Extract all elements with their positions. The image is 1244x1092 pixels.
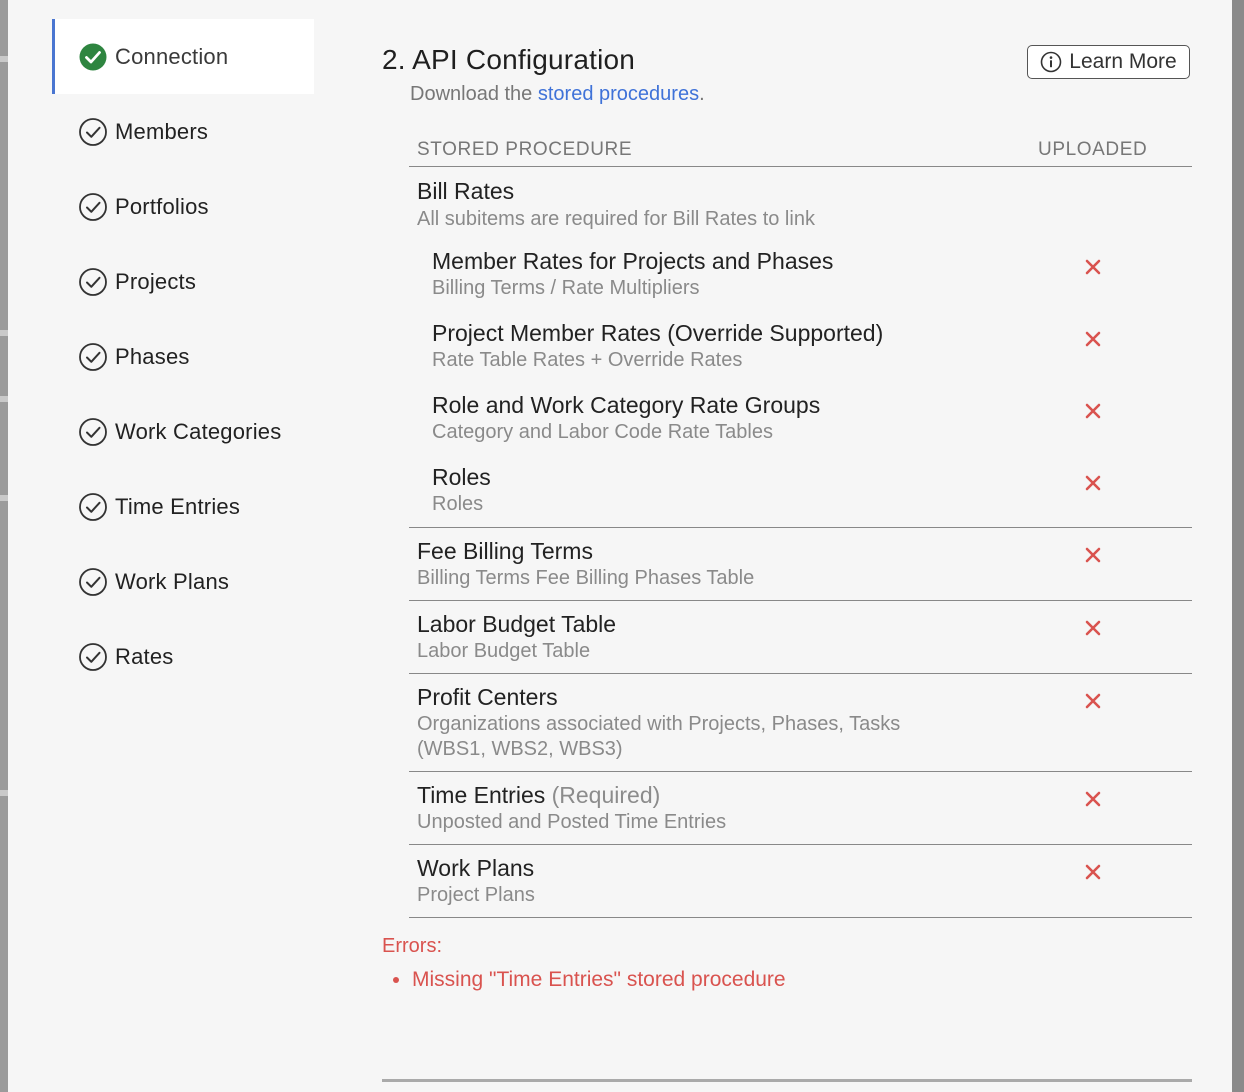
stored-procedures-link[interactable]: stored procedures [537, 83, 700, 105]
table-subrow [409, 384, 1192, 456]
sidebar-item-label: Time Entries [115, 493, 241, 519]
sidebar-item-label: Work Plans [115, 568, 230, 594]
table-row [409, 772, 1192, 845]
x-mark-icon [1084, 790, 1102, 808]
x-mark-icon [1084, 619, 1102, 637]
error-item: • Missing "Time Entries" stored procedure [412, 968, 786, 992]
procedure-name: Work Plans [417, 855, 535, 881]
procedure-desc: Labor Budget Table [417, 640, 591, 662]
sidebar-item-time-entries[interactable] [52, 469, 314, 544]
table-row [409, 601, 1192, 674]
sidebar-item-phases[interactable] [52, 319, 314, 394]
x-mark-icon [1084, 546, 1102, 564]
procedure-desc: Organizations associated with Projects, Phases, Tasks (WBS1, WBS2, WBS3) [417, 713, 901, 760]
procedure-name [417, 782, 660, 809]
sidebar-item-projects[interactable] [52, 244, 314, 319]
procedure-desc: Billing Terms Fee Billing Phases Table [417, 567, 755, 589]
procedure-desc: Billing Terms / Rate Multipliers [432, 277, 700, 299]
steps-sidebar [52, 19, 314, 694]
learn-more-button[interactable] [1027, 45, 1190, 79]
procedure-name: Labor Budget Table [417, 611, 617, 637]
procedure-desc: Roles [432, 493, 484, 515]
subtitle-text: Download the [410, 83, 538, 105]
x-mark-icon [1084, 258, 1102, 276]
check-circle-outline-icon [78, 642, 108, 672]
x-mark-icon [1084, 692, 1102, 710]
sidebar-item-label: Portfolios [115, 193, 209, 219]
procedure-name: Fee Billing Terms [417, 538, 593, 564]
modal-right-edge [1232, 0, 1238, 1092]
procedure-desc: Category and Labor Code Rate Tables [432, 421, 773, 443]
check-circle-outline-icon [78, 492, 108, 522]
sidebar-item-label: Phases [115, 343, 190, 369]
procedure-name: Profit Centers [417, 684, 558, 710]
column-header-uploaded: UPLOADED [1038, 139, 1148, 160]
x-mark-icon [1084, 474, 1102, 492]
column-header-procedure: STORED PROCEDURE [417, 139, 633, 160]
required-tag: (Required) [551, 782, 661, 808]
learn-more-label: Learn More [1069, 50, 1177, 73]
page-subtitle [410, 83, 705, 106]
sidebar-item-connection[interactable] [52, 19, 314, 94]
stored-procedures-table [409, 137, 1192, 918]
sidebar-item-work-categories[interactable] [52, 394, 314, 469]
sidebar-item-label: Rates [115, 643, 174, 669]
table-row [409, 674, 1192, 772]
errors-section [382, 935, 786, 992]
sidebar-item-portfolios[interactable] [52, 169, 314, 244]
procedure-desc: Project Plans [417, 884, 535, 906]
x-mark-icon [1084, 402, 1102, 420]
check-circle-outline-icon [78, 567, 108, 597]
table-subrow [409, 456, 1192, 528]
procedure-desc: Unposted and Posted Time Entries [417, 811, 727, 833]
procedure-name-text: Time Entries [417, 782, 546, 808]
table-row-bill-rates [409, 167, 1192, 528]
sidebar-item-members[interactable] [52, 94, 314, 169]
check-circle-outline-icon [78, 417, 108, 447]
procedure-name: Project Member Rates (Override Supported) [432, 320, 884, 346]
errors-title: Errors: [382, 935, 442, 957]
check-circle-outline-icon [78, 192, 108, 222]
table-subrow [409, 312, 1192, 384]
x-mark-icon [1084, 863, 1102, 881]
subtitle-period: . [699, 83, 705, 105]
sidebar-item-label: Work Categories [115, 418, 282, 444]
sidebar-item-rates[interactable] [52, 619, 314, 694]
procedure-name: Member Rates for Projects and Phases [432, 248, 834, 274]
procedure-desc: Rate Table Rates + Override Rates [432, 349, 743, 371]
table-header [409, 137, 1192, 167]
procedure-name: Bill Rates [417, 178, 515, 204]
sidebar-item-work-plans[interactable] [52, 544, 314, 619]
footer-divider [382, 1079, 1192, 1082]
table-row [409, 528, 1192, 601]
check-circle-outline-icon [78, 117, 108, 147]
info-icon [1040, 51, 1062, 73]
procedure-name: Role and Work Category Rate Groups [432, 392, 821, 418]
setup-modal [8, 0, 1238, 1092]
background-page-edge [0, 0, 8, 1092]
check-circle-outline-icon [78, 342, 108, 372]
sidebar-item-label: Projects [115, 268, 197, 294]
procedure-desc: All subitems are required for Bill Rates to link [417, 208, 815, 230]
sidebar-item-label: Connection [115, 43, 229, 69]
page-title: 2. API Configuration [382, 44, 636, 75]
table-subrow [409, 240, 1192, 312]
x-mark-icon [1084, 330, 1102, 348]
sidebar-item-label: Members [115, 118, 209, 144]
errors-list [382, 968, 786, 992]
check-circle-outline-icon [78, 267, 108, 297]
procedure-name: Roles [432, 464, 491, 490]
check-circle-filled-icon [78, 42, 108, 72]
table-row [409, 845, 1192, 918]
